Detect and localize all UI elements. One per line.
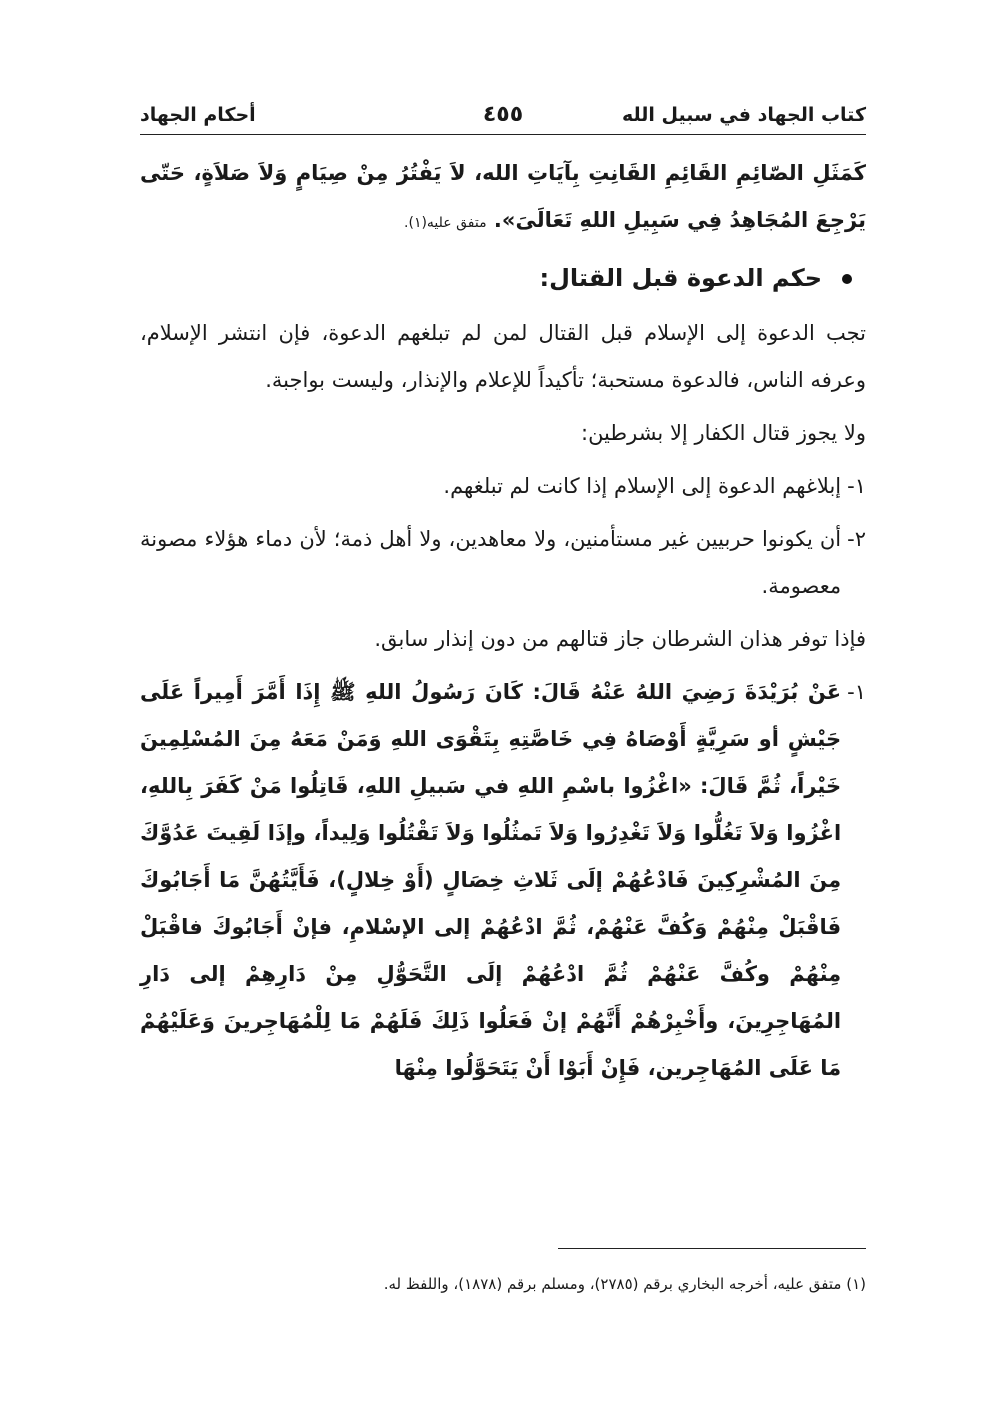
hadith-text: عَنْ بُرَيْدَةَ رَضِيَ اللهُ عَنْهُ قَالَ: كَانَ رَسُولُ اللهِ ﷺ إِذَا أَمَّرَ أَمِيراً عَلَى جَيْشٍ أو سَرِيَّةٍ أَوْصَاهُ فِي خَاصَّتِهِ بِتَقْوَى اللهِ وَمَنْ مَعَهُ مِنَ المُسْلِمِينَ خَيْراً، ثُمَّ قَالَ: «اغْزُوا باسْمِ اللهِ في سَبيلِ اللهِ، قَاتِلُوا مَنْ كَفَرَ بِاللهِ، اغْزُوا وَلاَ تَغُلُّوا وَلاَ تَغْدِرُوا وَلاَ تَمثُلُوا وَلاَ تَقْتُلُوا وَلِيداً، وإذَا لَقِيتَ عَدُوَّكَ مِنَ المُشْرِكِينَ فَادْعُهُمْ إلَى ثَلاثِ خِصَالٍ (أَوْ خِلالٍ)، فَأَيَّتُهُنَّ مَا أَجَابُوكَ فَاقْبَلْ مِنْهُمْ وَكُفَّ عَنْهُمْ، ثُمَّ ادْعُهُمْ إلى الإسْلامِ، فإنْ أَجَابُوكَ فاقْبَلْ مِنْهُمْ وكُفَّ عَنْهُمْ ثُمَّ ادْعُهُمْ إلَى التَّحَوُّلِ مِنْ دَارِهِمْ إلى دَارِ المُهَاجِرِينَ، وأَخْبِرْهُمْ أَنَّهُمْ إنْ فَعَلُوا ذَلِكَ فَلَهُمْ مَا لِلْمُهَاجِرينَ وَعَلَيْهُمْ مَا عَلَى المُهَاجِرين، فَإِنْ أَبَوْا أَنْ يَتَحَوَّلُوا مِنْهَا: [140, 680, 842, 1080]
running-header: [140, 100, 866, 134]
condition-text: أن يكونوا حربيين غير مستأمنين، ولا معاهدين، ولا أهل ذمة؛ لأن دماء هؤلاء مصونة معصومة.: [140, 527, 842, 598]
hadith-continuation: [140, 150, 866, 247]
condition-number: ٢-: [847, 527, 866, 551]
footnote: (١) متفق عليه، أخرجه البخاري برقم (٢٧٨٥)، ومسلم برقم (١٨٧٨)، واللفظ له.: [383, 1275, 866, 1293]
paragraph-obligation: تجب الدعوة إلى الإسلام قبل القتال لمن لم تبلغهم الدعوة، فإن انتشر الإسلام، وعرفه الناس، فالدعوة مستحبة؛ تأكيداً للإعلام والإنذار، وليست بواجبة.: [140, 321, 866, 392]
hadith-continuation-text: كَمَثَلِ الصّائِمِ القَائِمِ القَانِتِ بِآيَاتِ الله، لاَ يَفْتُرُ مِنْ صِيَامٍ وَلاَ صَلاَةٍ، حَتّى يَرْجِعَ المُجَاهِدُ فِي سَبِيلِ اللهِ تَعَالَىَ».: [140, 161, 866, 232]
main-text: [140, 150, 866, 1098]
paragraph-conditions-intro: ولا يجوز قتال الكفار إلا بشرطين:: [581, 421, 866, 445]
condition-number: ١-: [847, 474, 866, 498]
bullet-icon: [842, 274, 852, 284]
book-title: كتاب الجهاد في سبيل الله: [621, 104, 866, 126]
condition-item: [140, 516, 866, 610]
footnote-divider: [558, 1248, 866, 1249]
condition-item: [140, 463, 866, 510]
section-heading-text: حكم الدعوة قبل القتال:: [539, 264, 822, 292]
hadith-number: ١-: [847, 680, 866, 704]
paragraph-conclusion: فإذا توفر هذان الشرطان جاز قتالهم من دون إنذار سابق.: [374, 627, 866, 651]
hadith-reference: متفق عليه(١).: [404, 215, 487, 231]
chapter-title: أحكام الجهاد: [140, 104, 256, 126]
page-number: ٤٥٥: [482, 102, 524, 127]
condition-text: إبلاغهم الدعوة إلى الإسلام إذا كانت لم تبلغهم.: [443, 474, 842, 498]
section-heading: [140, 255, 866, 302]
hadith-item: [140, 669, 866, 1092]
header-divider: [140, 134, 866, 135]
